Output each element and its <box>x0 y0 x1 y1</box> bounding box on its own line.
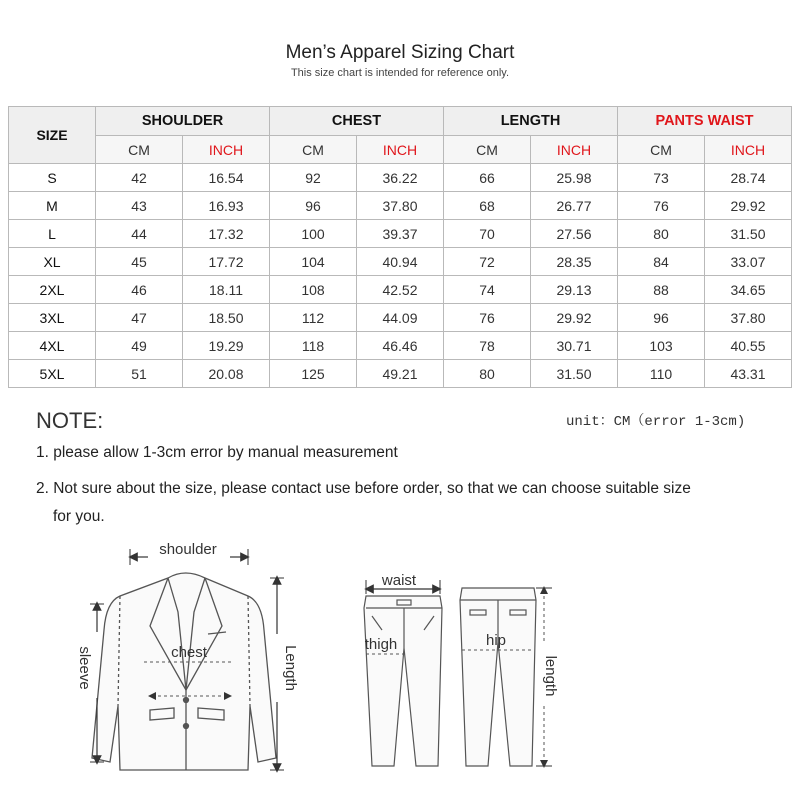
group-header-row <box>9 107 792 136</box>
cell-shoulder-cm: 47 <box>96 304 183 332</box>
pants-front-illustration <box>364 596 442 766</box>
measurement-diagram <box>0 530 800 800</box>
unit-header-inch: INCH <box>357 136 444 164</box>
table-row <box>9 164 792 192</box>
cell-shoulder-inch: 18.50 <box>183 304 270 332</box>
waist-label: waist <box>381 572 417 589</box>
cell-size: M <box>9 192 96 220</box>
cell-pants-waist-inch: 31.50 <box>705 220 792 248</box>
cell-length-inch: 30.71 <box>531 332 618 360</box>
cell-pants-waist-cm: 76 <box>618 192 705 220</box>
waist-measure <box>366 572 440 594</box>
table-row <box>9 248 792 276</box>
cell-chest-inch: 42.52 <box>357 276 444 304</box>
cell-shoulder-inch: 17.72 <box>183 248 270 276</box>
cell-shoulder-cm: 51 <box>96 360 183 388</box>
cell-chest-cm: 118 <box>270 332 357 360</box>
cell-length-cm: 70 <box>444 220 531 248</box>
cell-size: 3XL <box>9 304 96 332</box>
unit-header-cm: CM <box>444 136 531 164</box>
table-row <box>9 192 792 220</box>
cell-length-inch: 26.77 <box>531 192 618 220</box>
cell-length-cm: 78 <box>444 332 531 360</box>
cell-length-inch: 29.13 <box>531 276 618 304</box>
chart-subtitle: This size chart is intended for reference only. <box>290 67 510 79</box>
cell-chest-inch: 40.94 <box>357 248 444 276</box>
note-item-2-line-1: 2. Not sure about the size, please contact use before order, so that we can choose suitable size <box>36 480 691 497</box>
cell-pants-waist-cm: 110 <box>618 360 705 388</box>
cell-shoulder-cm: 45 <box>96 248 183 276</box>
cell-chest-cm: 125 <box>270 360 357 388</box>
cell-shoulder-cm: 44 <box>96 220 183 248</box>
cell-pants-waist-inch: 28.74 <box>705 164 792 192</box>
cell-length-cm: 80 <box>444 360 531 388</box>
cell-chest-cm: 96 <box>270 192 357 220</box>
cell-length-cm: 74 <box>444 276 531 304</box>
table-row <box>9 332 792 360</box>
cell-pants-waist-inch: 34.65 <box>705 276 792 304</box>
group-header-chest: CHEST <box>270 107 444 136</box>
unit-header-inch: INCH <box>183 136 270 164</box>
note-item-2-line-2: for you. <box>53 508 105 525</box>
cell-chest-inch: 39.37 <box>357 220 444 248</box>
unit-header-cm: CM <box>270 136 357 164</box>
unit-header-inch: INCH <box>531 136 618 164</box>
chart-title: Men’s Apparel Sizing Chart <box>285 42 515 63</box>
table-row <box>9 360 792 388</box>
table-row <box>9 220 792 248</box>
cell-length-cm: 68 <box>444 192 531 220</box>
cell-length-inch: 29.92 <box>531 304 618 332</box>
size-table-body <box>9 164 792 388</box>
cell-shoulder-inch: 20.08 <box>183 360 270 388</box>
cell-pants-waist-inch: 43.31 <box>705 360 792 388</box>
cell-chest-cm: 92 <box>270 164 357 192</box>
cell-shoulder-cm: 46 <box>96 276 183 304</box>
cell-shoulder-cm: 49 <box>96 332 183 360</box>
cell-chest-inch: 37.80 <box>357 192 444 220</box>
cell-shoulder-cm: 43 <box>96 192 183 220</box>
cell-pants-waist-inch: 40.55 <box>705 332 792 360</box>
unit-header-row <box>9 136 792 164</box>
cell-size: 2XL <box>9 276 96 304</box>
jacket-length-label: Length <box>282 645 299 691</box>
cell-pants-waist-cm: 84 <box>618 248 705 276</box>
cell-length-inch: 31.50 <box>531 360 618 388</box>
group-header-pants-waist: PANTS WAIST <box>618 107 792 136</box>
pants-length-label: length <box>542 655 559 697</box>
cell-pants-waist-cm: 103 <box>618 332 705 360</box>
cell-chest-inch: 36.22 <box>357 164 444 192</box>
cell-size: 4XL <box>9 332 96 360</box>
cell-chest-cm: 108 <box>270 276 357 304</box>
cell-size: XL <box>9 248 96 276</box>
note-item-1: 1. please allow 1-3cm error by manual measurement <box>36 444 398 461</box>
group-header-length: LENGTH <box>444 107 618 136</box>
table-row <box>9 304 792 332</box>
cell-shoulder-inch: 17.32 <box>183 220 270 248</box>
note-item-2 <box>36 475 776 531</box>
jacket-illustration <box>92 573 276 770</box>
cell-chest-inch: 49.21 <box>357 360 444 388</box>
pants-length-measure <box>536 588 559 766</box>
cell-pants-waist-cm: 80 <box>618 220 705 248</box>
group-header-shoulder: SHOULDER <box>96 107 270 136</box>
cell-chest-inch: 44.09 <box>357 304 444 332</box>
cell-pants-waist-inch: 33.07 <box>705 248 792 276</box>
cell-shoulder-cm: 42 <box>96 164 183 192</box>
cell-shoulder-inch: 16.93 <box>183 192 270 220</box>
cell-pants-waist-inch: 37.80 <box>705 304 792 332</box>
cell-shoulder-inch: 16.54 <box>183 164 270 192</box>
note-title: NOTE: <box>36 408 104 433</box>
thigh-label: thigh <box>364 636 398 653</box>
cell-length-cm: 66 <box>444 164 531 192</box>
cell-pants-waist-cm: 73 <box>618 164 705 192</box>
cell-chest-inch: 46.46 <box>357 332 444 360</box>
pants-back-illustration <box>460 588 536 766</box>
cell-shoulder-inch: 19.29 <box>183 332 270 360</box>
cell-length-inch: 28.35 <box>531 248 618 276</box>
cell-chest-cm: 100 <box>270 220 357 248</box>
cell-length-cm: 76 <box>444 304 531 332</box>
cell-pants-waist-inch: 29.92 <box>705 192 792 220</box>
cell-shoulder-inch: 18.11 <box>183 276 270 304</box>
sleeve-label: sleeve <box>76 646 93 690</box>
cell-length-cm: 72 <box>444 248 531 276</box>
unit-note: unit：CM（error 1-3cm) <box>566 414 746 430</box>
cell-size: L <box>9 220 96 248</box>
table-row <box>9 276 792 304</box>
cell-chest-cm: 104 <box>270 248 357 276</box>
cell-size: 5XL <box>9 360 96 388</box>
hip-label: hip <box>485 632 507 649</box>
cell-length-inch: 27.56 <box>531 220 618 248</box>
size-column-header: SIZE <box>9 107 96 164</box>
cell-length-inch: 25.98 <box>531 164 618 192</box>
unit-header-inch: INCH <box>705 136 792 164</box>
cell-pants-waist-cm: 96 <box>618 304 705 332</box>
cell-pants-waist-cm: 88 <box>618 276 705 304</box>
size-table <box>8 106 792 388</box>
shoulder-measure <box>130 541 248 565</box>
cell-size: S <box>9 164 96 192</box>
unit-header-cm: CM <box>618 136 705 164</box>
shoulder-label: shoulder <box>159 541 217 558</box>
unit-header-cm: CM <box>96 136 183 164</box>
chest-label: chest <box>171 644 207 661</box>
cell-chest-cm: 112 <box>270 304 357 332</box>
